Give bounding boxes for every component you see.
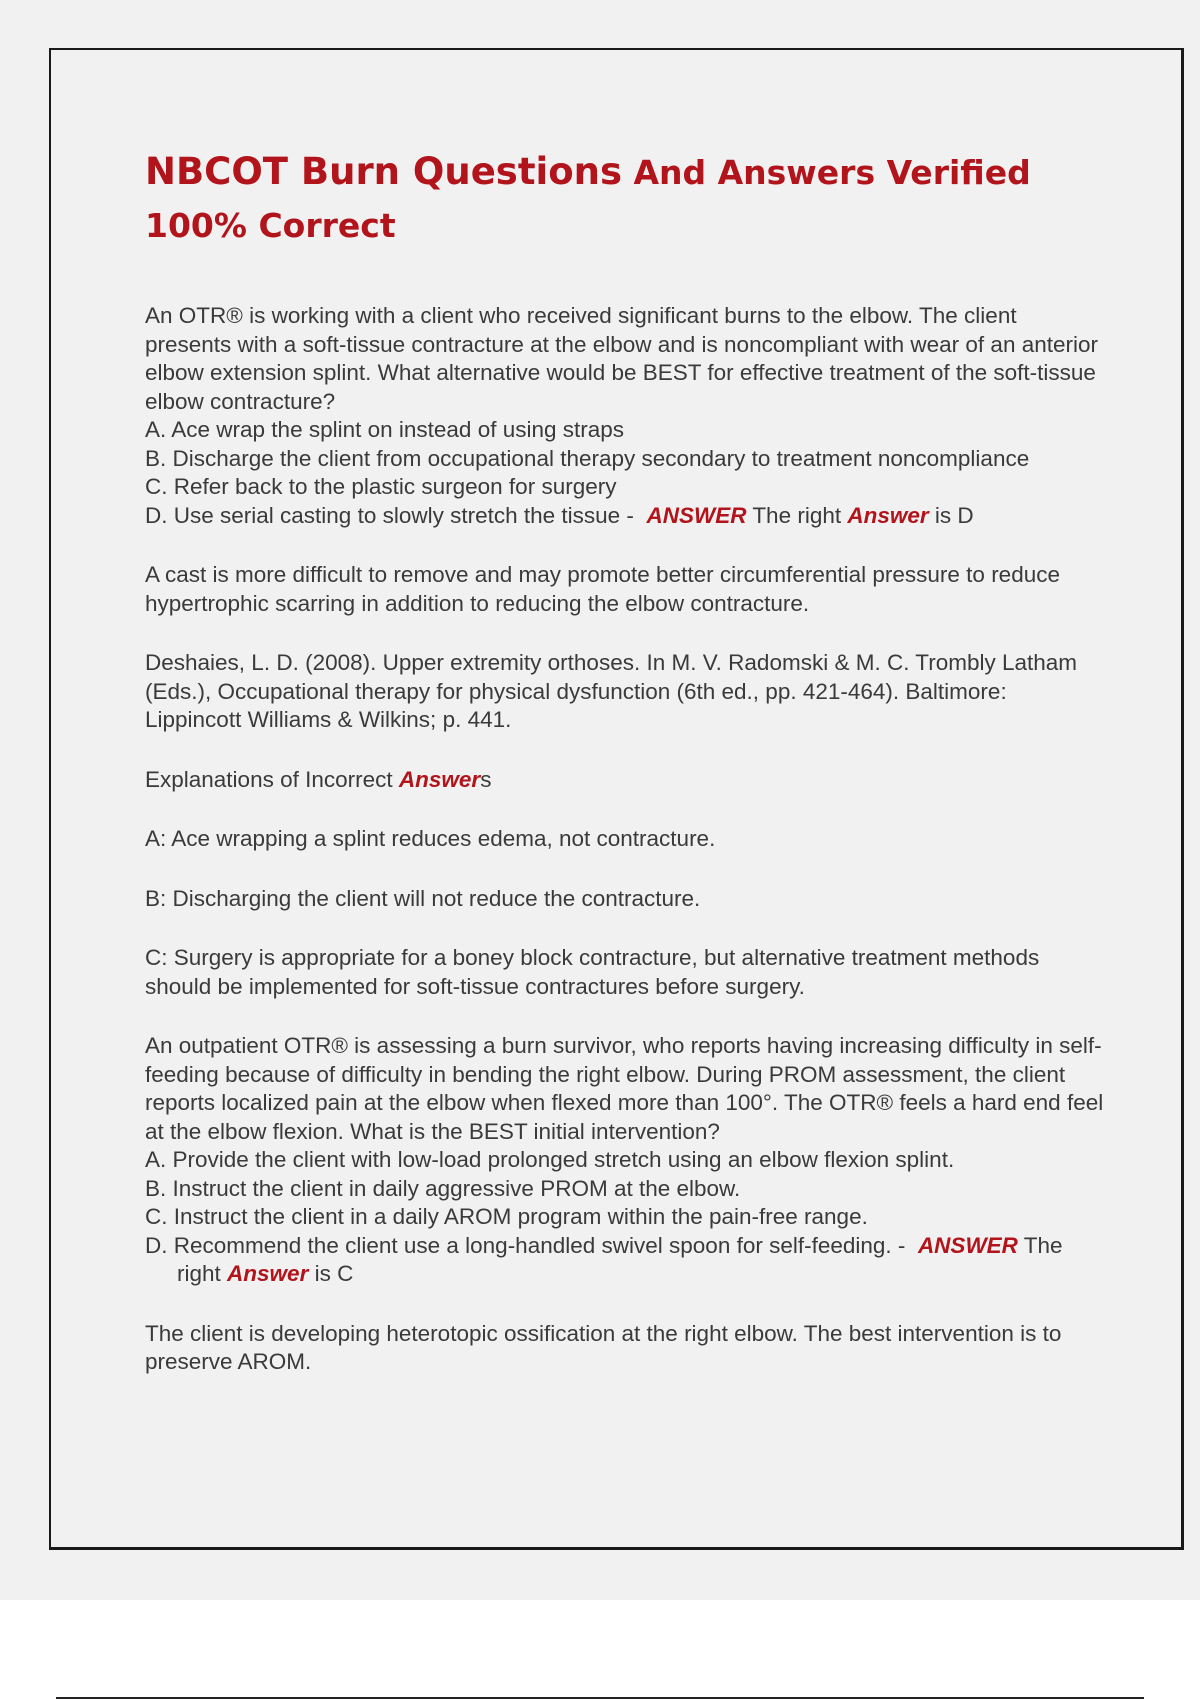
question-2-option-c: C. Instruct the client in a daily AROM program within the pain-free range.	[145, 1204, 868, 1229]
question-1-stem: An OTR® is working with a client who received significant burns to the elbow. The client presents with a soft-tissue contracture at the elbow and is noncompliant with wear of an anterior elbow extension splint. What alternative would be BEST for effective treatment of the soft-tissue elbow contracture?	[145, 303, 1098, 414]
document-content	[145, 145, 1105, 1377]
question-2-option-d-text: D. Recommend the client use a long-handled swivel spoon for self-feeding. -	[145, 1232, 906, 1258]
incorrect-heading-word: Answer	[398, 766, 481, 792]
explanation-b: B: Discharging the client will not reduce the contracture.	[145, 885, 701, 911]
title-part-1: NBCOT Burn Questions	[145, 150, 622, 193]
question-2-answer-label: ANSWER	[917, 1232, 1018, 1258]
question-1-reference: Deshaies, L. D. (2008). Upper extremity orthoses. In M. V. Radomski & M. C. Trombly Latham (Eds.), Occupational therapy for physical dysfunction (6th ed., pp. 421-464). Baltimore: Lippincott Williams & Wilkins; p. 441.	[145, 650, 1078, 732]
question-2-option-d	[145, 1232, 1105, 1289]
explanation-a: A: Ace wrapping a splint reduces edema, not contracture.	[145, 826, 716, 851]
question-2-right-text: The right	[177, 1232, 1063, 1286]
bottom-divider	[56, 1697, 1144, 1699]
question-1-option-a: A. Ace wrap the splint on instead of using straps	[145, 417, 625, 442]
question-1-option-d	[145, 502, 1105, 531]
explanation-c: C: Surgery is appropriate for a boney block contracture, but alternative treatment methods should be implemented for soft-tissue contractures before surgery.	[145, 945, 1040, 999]
question-2-option-a: A. Provide the client with low-load prolonged stretch using an elbow flexion splint.	[145, 1147, 955, 1172]
question-2-answer-value: is C	[314, 1261, 354, 1286]
question-1-option-b: B. Discharge the client from occupational therapy secondary to treatment noncompliance	[145, 445, 1030, 471]
incorrect-answers-heading	[145, 766, 1105, 795]
incorrect-heading-prefix: Explanations of Incorrect	[145, 766, 393, 792]
question-2-option-b: B. Instruct the client in daily aggressive PROM at the elbow.	[145, 1175, 741, 1201]
document-title	[145, 145, 1105, 252]
question-1-answer-value: is D	[934, 502, 974, 528]
question-1-answer-word: Answer	[847, 502, 929, 528]
question-1-option-d-text: D. Use serial casting to slowly stretch the tissue -	[145, 502, 634, 528]
title-part-2: And Answers Verified 100% Correct	[145, 153, 1031, 245]
question-1-right-text: The right	[752, 502, 842, 528]
question-2-rationale: The client is developing heterotopic ossification at the right elbow. The best intervention is to preserve AROM.	[145, 1320, 1062, 1374]
question-1-option-c: C. Refer back to the plastic surgeon for surgery	[145, 474, 617, 499]
question-1-rationale: A cast is more difficult to remove and may promote better circumferential pressure to reduce hypertrophic scarring in addition to reducing the elbow contracture.	[145, 562, 1060, 616]
question-1-answer-label: ANSWER	[646, 502, 747, 528]
incorrect-heading-suffix: s	[480, 766, 492, 792]
question-2-stem: An outpatient OTR® is assessing a burn survivor, who reports having increasing difficulty in self-feeding because of difficulty in bending the right elbow. During PROM assessment, the client reports localized pain at the elbow when flexed more than 100°. The OTR® feels a hard end feel at the elbow flexion. What is the BEST initial intervention?	[145, 1033, 1104, 1144]
question-2-answer-word: Answer	[227, 1261, 309, 1286]
